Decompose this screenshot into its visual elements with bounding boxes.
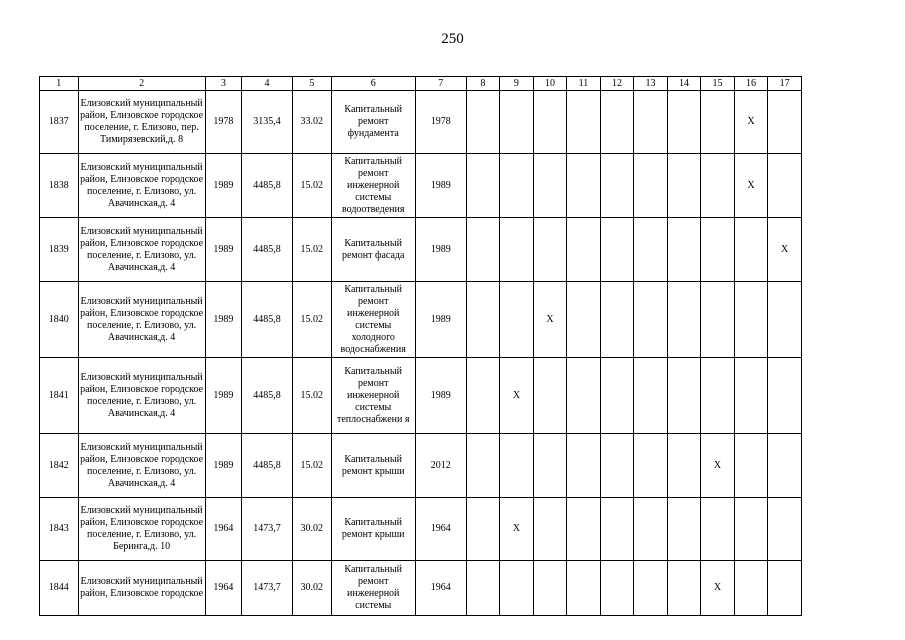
table-cell [667,91,701,154]
table-cell: 15.02 [292,434,331,498]
column-number-15: 15 [701,77,735,91]
table-cell [667,282,701,358]
table-cell [634,91,668,154]
table-cell [600,561,634,616]
table-cell [600,218,634,282]
table-cell: 1989 [205,358,242,434]
table-row [40,218,802,282]
repair-type-cell: Капитальный ремонт инженерной системы водоотведения [331,154,415,218]
table-cell: 15.02 [292,154,331,218]
address-cell: Елизовский муниципальный район, Елизовское городское поселение, г. Елизово, ул. Авачинская,д. 4 [78,282,205,358]
column-number-row [40,77,802,91]
table-cell [734,218,768,282]
row-number-cell: 1841 [40,358,79,434]
table-cell [466,498,500,561]
table-row [40,154,802,218]
table-cell: X [701,561,735,616]
row-number-cell: 1840 [40,282,79,358]
row-number-cell: 1843 [40,498,79,561]
table-cell: 1473,7 [242,561,293,616]
column-number-4: 4 [242,77,293,91]
table-cell [466,218,500,282]
table-cell [567,561,601,616]
table-cell: 30.02 [292,561,331,616]
column-number-6: 6 [331,77,415,91]
table-cell [667,498,701,561]
table-cell: 15.02 [292,218,331,282]
table-cell [701,91,735,154]
repair-type-cell: Капитальный ремонт инженерной системы [331,561,415,616]
table-cell [667,358,701,434]
table-cell [768,498,802,561]
address-cell: Елизовский муниципальный район, Елизовское городское поселение, г. Елизово, ул. Авачинская,д. 4 [78,434,205,498]
table-cell: X [734,91,768,154]
table-cell: 3135,4 [242,91,293,154]
table-cell [533,358,567,434]
table-row [40,434,802,498]
table-cell [466,91,500,154]
table-cell: 1964 [415,561,466,616]
table-row [40,561,802,616]
table-cell [567,358,601,434]
table-cell: 1989 [415,358,466,434]
table-cell [734,434,768,498]
address-cell: Елизовский муниципальный район, Елизовское городское [78,561,205,616]
table-cell [768,358,802,434]
table-cell [500,434,534,498]
table-cell [667,561,701,616]
table-cell [567,91,601,154]
column-number-1: 1 [40,77,79,91]
table-cell: X [500,498,534,561]
table-cell: 2012 [415,434,466,498]
table-cell [600,154,634,218]
table-cell: 4485,8 [242,434,293,498]
table-cell [600,282,634,358]
table-cell: 1989 [415,218,466,282]
address-cell: Елизовский муниципальный район, Елизовское городское поселение, г. Елизово, ул. Авачинская,д. 4 [78,218,205,282]
table-cell [667,218,701,282]
table-cell [600,358,634,434]
table-cell: 1978 [205,91,242,154]
repair-type-cell: Капитальный ремонт фасада [331,218,415,282]
row-number-cell: 1838 [40,154,79,218]
table-cell [634,434,668,498]
table-cell: X [533,282,567,358]
column-number-13: 13 [634,77,668,91]
table-row [40,498,802,561]
table-cell [500,561,534,616]
table-cell [701,282,735,358]
table-cell [533,434,567,498]
table-cell [567,282,601,358]
table-cell [500,154,534,218]
table-cell [533,154,567,218]
table-cell: 4485,8 [242,154,293,218]
table-cell [600,434,634,498]
repair-type-cell: Капитальный ремонт инженерной системы теплоснабжени я [331,358,415,434]
address-cell: Елизовский муниципальный район, Елизовское городское поселение, г. Елизово, ул. Авачинская,д. 4 [78,154,205,218]
table-cell: 15.02 [292,358,331,434]
table-cell [634,561,668,616]
table-cell: X [701,434,735,498]
column-number-5: 5 [292,77,331,91]
row-number-cell: 1837 [40,91,79,154]
address-cell: Елизовский муниципальный район, Елизовское городское поселение, г. Елизово, ул. Авачинская,д. 4 [78,358,205,434]
row-number-cell: 1839 [40,218,79,282]
table-cell: 4485,8 [242,282,293,358]
table-cell [533,561,567,616]
table-cell [667,434,701,498]
column-number-9: 9 [500,77,534,91]
table-cell [500,282,534,358]
column-number-7: 7 [415,77,466,91]
table-cell [768,561,802,616]
table-cell: X [768,218,802,282]
table-cell: 33.02 [292,91,331,154]
row-number-cell: 1842 [40,434,79,498]
table-cell: 1978 [415,91,466,154]
table-row [40,358,802,434]
table-row [40,91,802,154]
column-number-3: 3 [205,77,242,91]
column-number-12: 12 [600,77,634,91]
repair-type-cell: Капитальный ремонт крыши [331,434,415,498]
table-cell [667,154,701,218]
table-cell: 1989 [205,154,242,218]
table-cell [567,498,601,561]
table-cell: 1989 [205,282,242,358]
repair-type-cell: Капитальный ремонт крыши [331,498,415,561]
column-number-16: 16 [734,77,768,91]
table-cell [466,358,500,434]
table-cell [634,282,668,358]
column-number-17: 17 [768,77,802,91]
table-cell [533,91,567,154]
page-number: 250 [441,31,464,47]
table-cell [533,218,567,282]
repair-schedule-table [39,76,802,616]
table-cell [466,561,500,616]
table-cell [567,154,601,218]
table-cell [634,218,668,282]
table-cell [466,434,500,498]
column-number-2: 2 [78,77,205,91]
table-cell: X [734,154,768,218]
table-cell [634,498,668,561]
row-number-cell: 1844 [40,561,79,616]
table-cell [701,358,735,434]
table-cell [768,434,802,498]
table-cell [768,282,802,358]
repair-type-cell: Капитальный ремонт фундамента [331,91,415,154]
table-cell [734,498,768,561]
table-cell: X [500,358,534,434]
table-row [40,282,802,358]
table-cell [701,218,735,282]
table-cell: 1989 [415,154,466,218]
table-cell [600,91,634,154]
table-cell [734,358,768,434]
table-cell [634,154,668,218]
table-cell: 1989 [205,218,242,282]
table-cell: 1989 [415,282,466,358]
table-cell: 1473,7 [242,498,293,561]
address-cell: Елизовский муниципальный район, Елизовское городское поселение, г. Елизово, ул. Беринга,д. 10 [78,498,205,561]
table-cell: 1964 [205,561,242,616]
table-cell: 1964 [205,498,242,561]
table-cell [500,91,534,154]
table-cell: 1989 [205,434,242,498]
table-cell [701,154,735,218]
table-cell [634,358,668,434]
table-cell [600,498,634,561]
column-number-14: 14 [667,77,701,91]
table-cell: 30.02 [292,498,331,561]
column-number-11: 11 [567,77,601,91]
table-cell [768,91,802,154]
table-cell [768,154,802,218]
table-cell [734,282,768,358]
column-number-8: 8 [466,77,500,91]
table-cell [567,218,601,282]
repair-type-cell: Капитальный ремонт инженерной системы холодного водоснабжения [331,282,415,358]
table-cell [701,498,735,561]
column-number-10: 10 [533,77,567,91]
table-cell: 4485,8 [242,358,293,434]
table-cell: 15.02 [292,282,331,358]
table-cell [567,434,601,498]
address-cell: Елизовский муниципальный район, Елизовское городское поселение, г. Елизово, пер. Тимирязевский,д. 8 [78,91,205,154]
table-cell [734,561,768,616]
table-cell [466,282,500,358]
table-cell: 1964 [415,498,466,561]
table-cell: 4485,8 [242,218,293,282]
table-cell [500,218,534,282]
table-cell [466,154,500,218]
table-cell [533,498,567,561]
